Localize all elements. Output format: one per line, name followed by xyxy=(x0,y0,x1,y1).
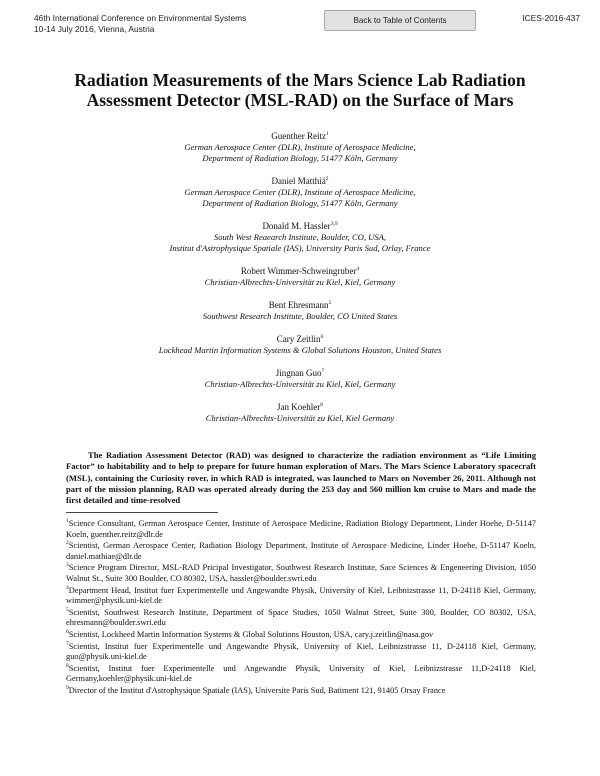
author-name: Daniel Matthiä$^2$ xyxy=(271,176,329,186)
author-block xyxy=(0,300,600,322)
back-to-contents-button[interactable]: Back to Table of Contents xyxy=(324,10,476,31)
footnote: $^3$Science Program Director, MSL-RAD Pricipal Investigator, Southwest Research Institute, Sace Sciences & Engeneering Division, 1050 Walnut St., Suite 300 Boulder, CO 80302, USA, hassler@boulder.swri.edu xyxy=(66,562,536,583)
author-affiliation: South West Reaearch Institute, Boulder, CO, USA, xyxy=(213,232,387,242)
author-affiliation: Lockhead Martin Information Systems & Global Solutions Houston, United States xyxy=(158,345,442,355)
footnote: $^7$Scientist, Institut fuer Experimentelle und Angewandte Physik, University of Kiel, Leibnizstrasse 11, D-24118 Kiel, Germany, guo@physik.uni-kiel.de xyxy=(66,640,536,662)
paper-id: ICES-2016-437 xyxy=(522,13,580,23)
author-affiliation: Institut d'Astrophysique Spatiale (IAS), University Paris Sud, Orlay, France xyxy=(169,243,431,253)
author-block xyxy=(0,368,600,390)
author-name: Bent Ehresmann$^5$ xyxy=(268,300,332,310)
author-affiliation: German Aerospace Center (DLR), Institute of Aerospace Medicine, xyxy=(184,142,416,152)
author-block xyxy=(0,402,600,424)
author-name: Donald M. Hassler$^{3,9}$ xyxy=(262,221,338,231)
author-block xyxy=(0,334,600,356)
author-name: Robert Wimmer-Schweingruber$^4$ xyxy=(240,266,360,276)
abstract-text: The Radiation Assessment Detector (RAD) was designed to characterize the radiation environment as “Life Limiting Factor” to habitability and to help to prepare for future human exploration of Mars. The Mars Science Laboratory spacecraft (MSL), containing the Curiosity rover, in which RAD is integrated, was launched to Mars on November 26, 2011. Although not part of the mission planning, RAD was operated already during the 253 day and 560 million km cruise to Mars and made the first detailed and time-resolved xyxy=(66,450,536,506)
footnote: $^1$Science Consultant, German Aerospace Center, Institute of Aerospace Medicine, Radiation Biology Department, Linder Hoehe, D-51147 Koeln, guenther.reitz@dlr.de xyxy=(66,518,536,539)
author-affiliation: Christian-Albrechts-Universität zu Kiel, Kiel, Germany xyxy=(204,379,396,389)
footnote-list xyxy=(66,519,536,698)
author-list xyxy=(0,131,600,436)
author-block xyxy=(0,221,600,254)
footnote: $^4$Department Head, Institut fuer Experimentelle und Angewandte Physik, University of Kiel, Leibnizstrasse 11, D-24118 Kiel, Germany, wimmer@physik.uni-kiel.de xyxy=(66,584,536,606)
author-affiliation: German Aerospace Center (DLR), Institute of Aerospace Medicine, xyxy=(184,187,416,197)
footnote: $^2$Scientist, German Aerospace Center, Radiation Biology Department, Institute of Aerospace Medicine, Linder Hoehe, D-51147 Koeln, daniel.mathiae@dlr.de xyxy=(66,540,536,561)
paper-title xyxy=(50,70,550,110)
author-name: Jingnan Guo$^7$ xyxy=(275,368,325,378)
title-line: Radiation Measurements of the Mars Science Lab Radiation xyxy=(74,70,526,90)
author-affiliation: Southwest Research Institute, Boulder, CO United States xyxy=(202,311,398,321)
conference-name: 46th International Conference on Environmental Systems xyxy=(34,13,247,23)
author-affiliation: Department of Radiation Biology, 51477 Köln, Germany xyxy=(202,153,398,163)
author-name: Jan Koehler$^8$ xyxy=(277,402,323,412)
footnote: $^6$Scientist, Lockheed Martin Information Systems & Global Solutions Houston, USA, cary.j.zeitlin@nasa.gov xyxy=(66,629,434,639)
footnote: $^9$Director of the Institut d'Astrophysique Spatiale (IAS), Universite Paris Sud, Batiment 121, 91405 Orsay France xyxy=(66,685,446,695)
author-name: Guenther Reitz$^1$ xyxy=(271,131,329,141)
author-block xyxy=(0,176,600,209)
title-line: Assessment Detector (MSL-RAD) on the Surface of Mars xyxy=(86,90,514,110)
author-block xyxy=(0,131,600,164)
author-affiliation: Department of Radiation Biology, 51477 Köln, Germany xyxy=(202,198,398,208)
author-name: Cary Zeitlin$^6$ xyxy=(276,334,324,344)
author-block xyxy=(0,266,600,288)
author-affiliation: Christian-Albrechts-Universität zu Kiel, Kiel, Germany xyxy=(204,277,396,287)
conference-date-location: 10-14 July 2016, Vienna, Austria xyxy=(34,24,155,34)
author-affiliation: Christian-Albrechts-Universität zu Kiel, Kiel Germany xyxy=(205,413,395,423)
footnote: $^8$Scientist, Institut fuer Experimentelle und Angewandte Physik, University of Kiel, Leibnizstrasse 11,D-24118 Kiel, Germany,koehler@physik.uni-kiel.de xyxy=(66,662,536,684)
footnote-divider xyxy=(66,512,218,513)
footnote: $^5$Scientist, Southwest Research Institute, Department of Space Studies, 1050 Walnut Street, Suite 300, Boulder, CO 80302, USA, ehresmann@boulder.swri.edu xyxy=(66,606,536,628)
page-header-left xyxy=(34,13,246,35)
